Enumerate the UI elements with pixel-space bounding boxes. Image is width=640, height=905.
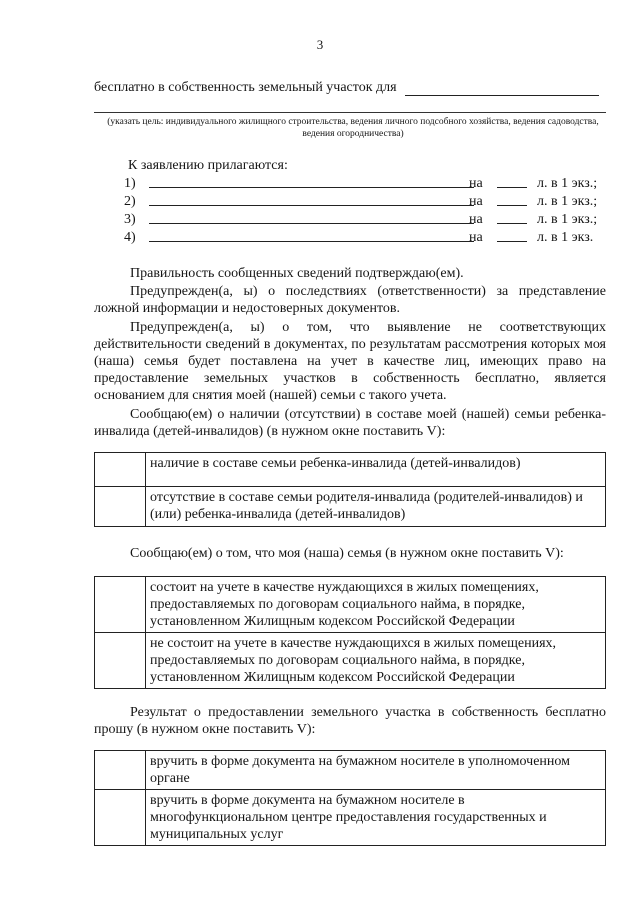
attachment-sheets-field[interactable] xyxy=(497,205,527,206)
attachment-number: 3) xyxy=(124,212,136,227)
table-row xyxy=(95,487,606,527)
option-text: состоит на учете в качестве нуждающихся в жилых помещениях, предоставляемых по договорам социального найма, в порядке, установленном Жилищным кодексом Российской Федерации xyxy=(146,577,606,633)
purpose-blank-field[interactable] xyxy=(405,80,599,96)
disabled-intro-text: Сообщаю(ем) о наличии (отсутствии) в составе моей (нашей) семьи ребенка-инвалида (детей-инвалидов) (в нужном окне поставить V): xyxy=(94,407,606,439)
attachment-copies-label: л. в 1 экз.; xyxy=(537,212,598,227)
attachment-name-field[interactable] xyxy=(149,187,474,188)
attachment-copies-label: л. в 1 экз.; xyxy=(537,176,598,191)
disabled-options-table xyxy=(94,452,606,527)
purpose-line xyxy=(94,79,606,96)
attachment-sheets-field[interactable] xyxy=(497,223,527,224)
warning-text-2: Предупрежден(а, ы) о том, что выявление не соответствующих действительности сведений в документах, по результатам рассмотрения которых моя (наша) семья будет поставлена на учет в качестве лиц, имеющих право на предоставление земельных участков в собственность бесплатно, является основанием для снятия моей (нашей) семьи с такого учета. xyxy=(94,320,606,403)
checkbox-cell[interactable] xyxy=(95,453,146,487)
page-number: 3 xyxy=(316,37,324,52)
table-row xyxy=(95,790,606,846)
result-options-table xyxy=(94,750,606,846)
confirm-text: Правильность сообщенных сведений подтверждаю(ем). xyxy=(130,266,464,281)
attachment-na-label: на xyxy=(469,230,483,245)
attachment-sheets-field[interactable] xyxy=(497,187,527,188)
housing-intro-paragraph xyxy=(94,545,606,562)
attachment-row-3 xyxy=(124,211,604,229)
option-text: наличие в составе семьи ребенка-инвалида (детей-инвалидов) xyxy=(146,453,606,487)
attachment-sheets-field[interactable] xyxy=(497,241,527,242)
purpose-text: бесплатно в собственность земельный участок для xyxy=(94,80,397,95)
result-intro-text: Результат о предоставлении земельного участка в собственность бесплатно прошу (в нужном окне поставить V): xyxy=(94,705,606,737)
warning-paragraph-1 xyxy=(94,283,606,317)
table-row xyxy=(95,453,606,487)
attachment-number: 1) xyxy=(124,176,136,191)
attachment-name-field[interactable] xyxy=(149,241,474,242)
attachment-copies-label: л. в 1 экз. xyxy=(537,230,594,245)
attachment-number: 4) xyxy=(124,230,136,245)
result-intro-paragraph xyxy=(94,704,606,738)
option-text: не состоит на учете в качестве нуждающихся в жилых помещениях, предоставляемых по договорам социального найма, в порядке, установленном Жилищным кодексом Российской Федерации xyxy=(146,633,606,689)
checkbox-cell[interactable] xyxy=(95,633,146,689)
attachment-row-1 xyxy=(124,175,604,193)
attachment-na-label: на xyxy=(469,176,483,191)
checkbox-cell[interactable] xyxy=(95,577,146,633)
attachment-na-label: на xyxy=(469,212,483,227)
checkbox-cell[interactable] xyxy=(95,751,146,790)
attachment-name-field[interactable] xyxy=(149,205,474,206)
table-row xyxy=(95,633,606,689)
purpose-hint: (указать цель: индивидуального жилищного строительства, ведения личного подсобного хозяйства, ведения садоводства, ведения огородничества) xyxy=(107,117,599,139)
option-text: отсутствие в составе семьи родителя-инвалида (родителей-инвалидов) и (или) ребенка-инвалида (детей-инвалидов) xyxy=(146,487,606,527)
checkbox-cell[interactable] xyxy=(95,790,146,846)
option-text: вручить в форме документа на бумажном носителе в уполномоченном органе xyxy=(146,751,606,790)
option-text: вручить в форме документа на бумажном носителе в многофункциональном центре предоставления государственных и муниципальных услуг xyxy=(146,790,606,846)
attachment-name-field[interactable] xyxy=(149,223,474,224)
housing-options-table xyxy=(94,576,606,689)
attachment-number: 2) xyxy=(124,194,136,209)
checkbox-cell[interactable] xyxy=(95,487,146,527)
attachment-na-label: на xyxy=(469,194,483,209)
attachment-row-2 xyxy=(124,193,604,211)
attachment-row-4 xyxy=(124,229,604,247)
confirm-paragraph xyxy=(94,265,606,282)
disabled-intro-paragraph xyxy=(94,406,606,440)
warning-paragraph-2 xyxy=(94,319,606,404)
table-row xyxy=(95,577,606,633)
purpose-underline xyxy=(94,112,606,113)
attachment-copies-label: л. в 1 экз.; xyxy=(537,194,598,209)
table-row xyxy=(95,751,606,790)
attachments-title: К заявлению прилагаются: xyxy=(128,158,288,173)
housing-intro-text: Сообщаю(ем) о том, что моя (наша) семья (в нужном окне поставить V): xyxy=(130,546,564,561)
warning-text-1: Предупрежден(а, ы) о последствиях (ответственности) за представление ложной информации и недостоверных документов. xyxy=(94,284,606,316)
